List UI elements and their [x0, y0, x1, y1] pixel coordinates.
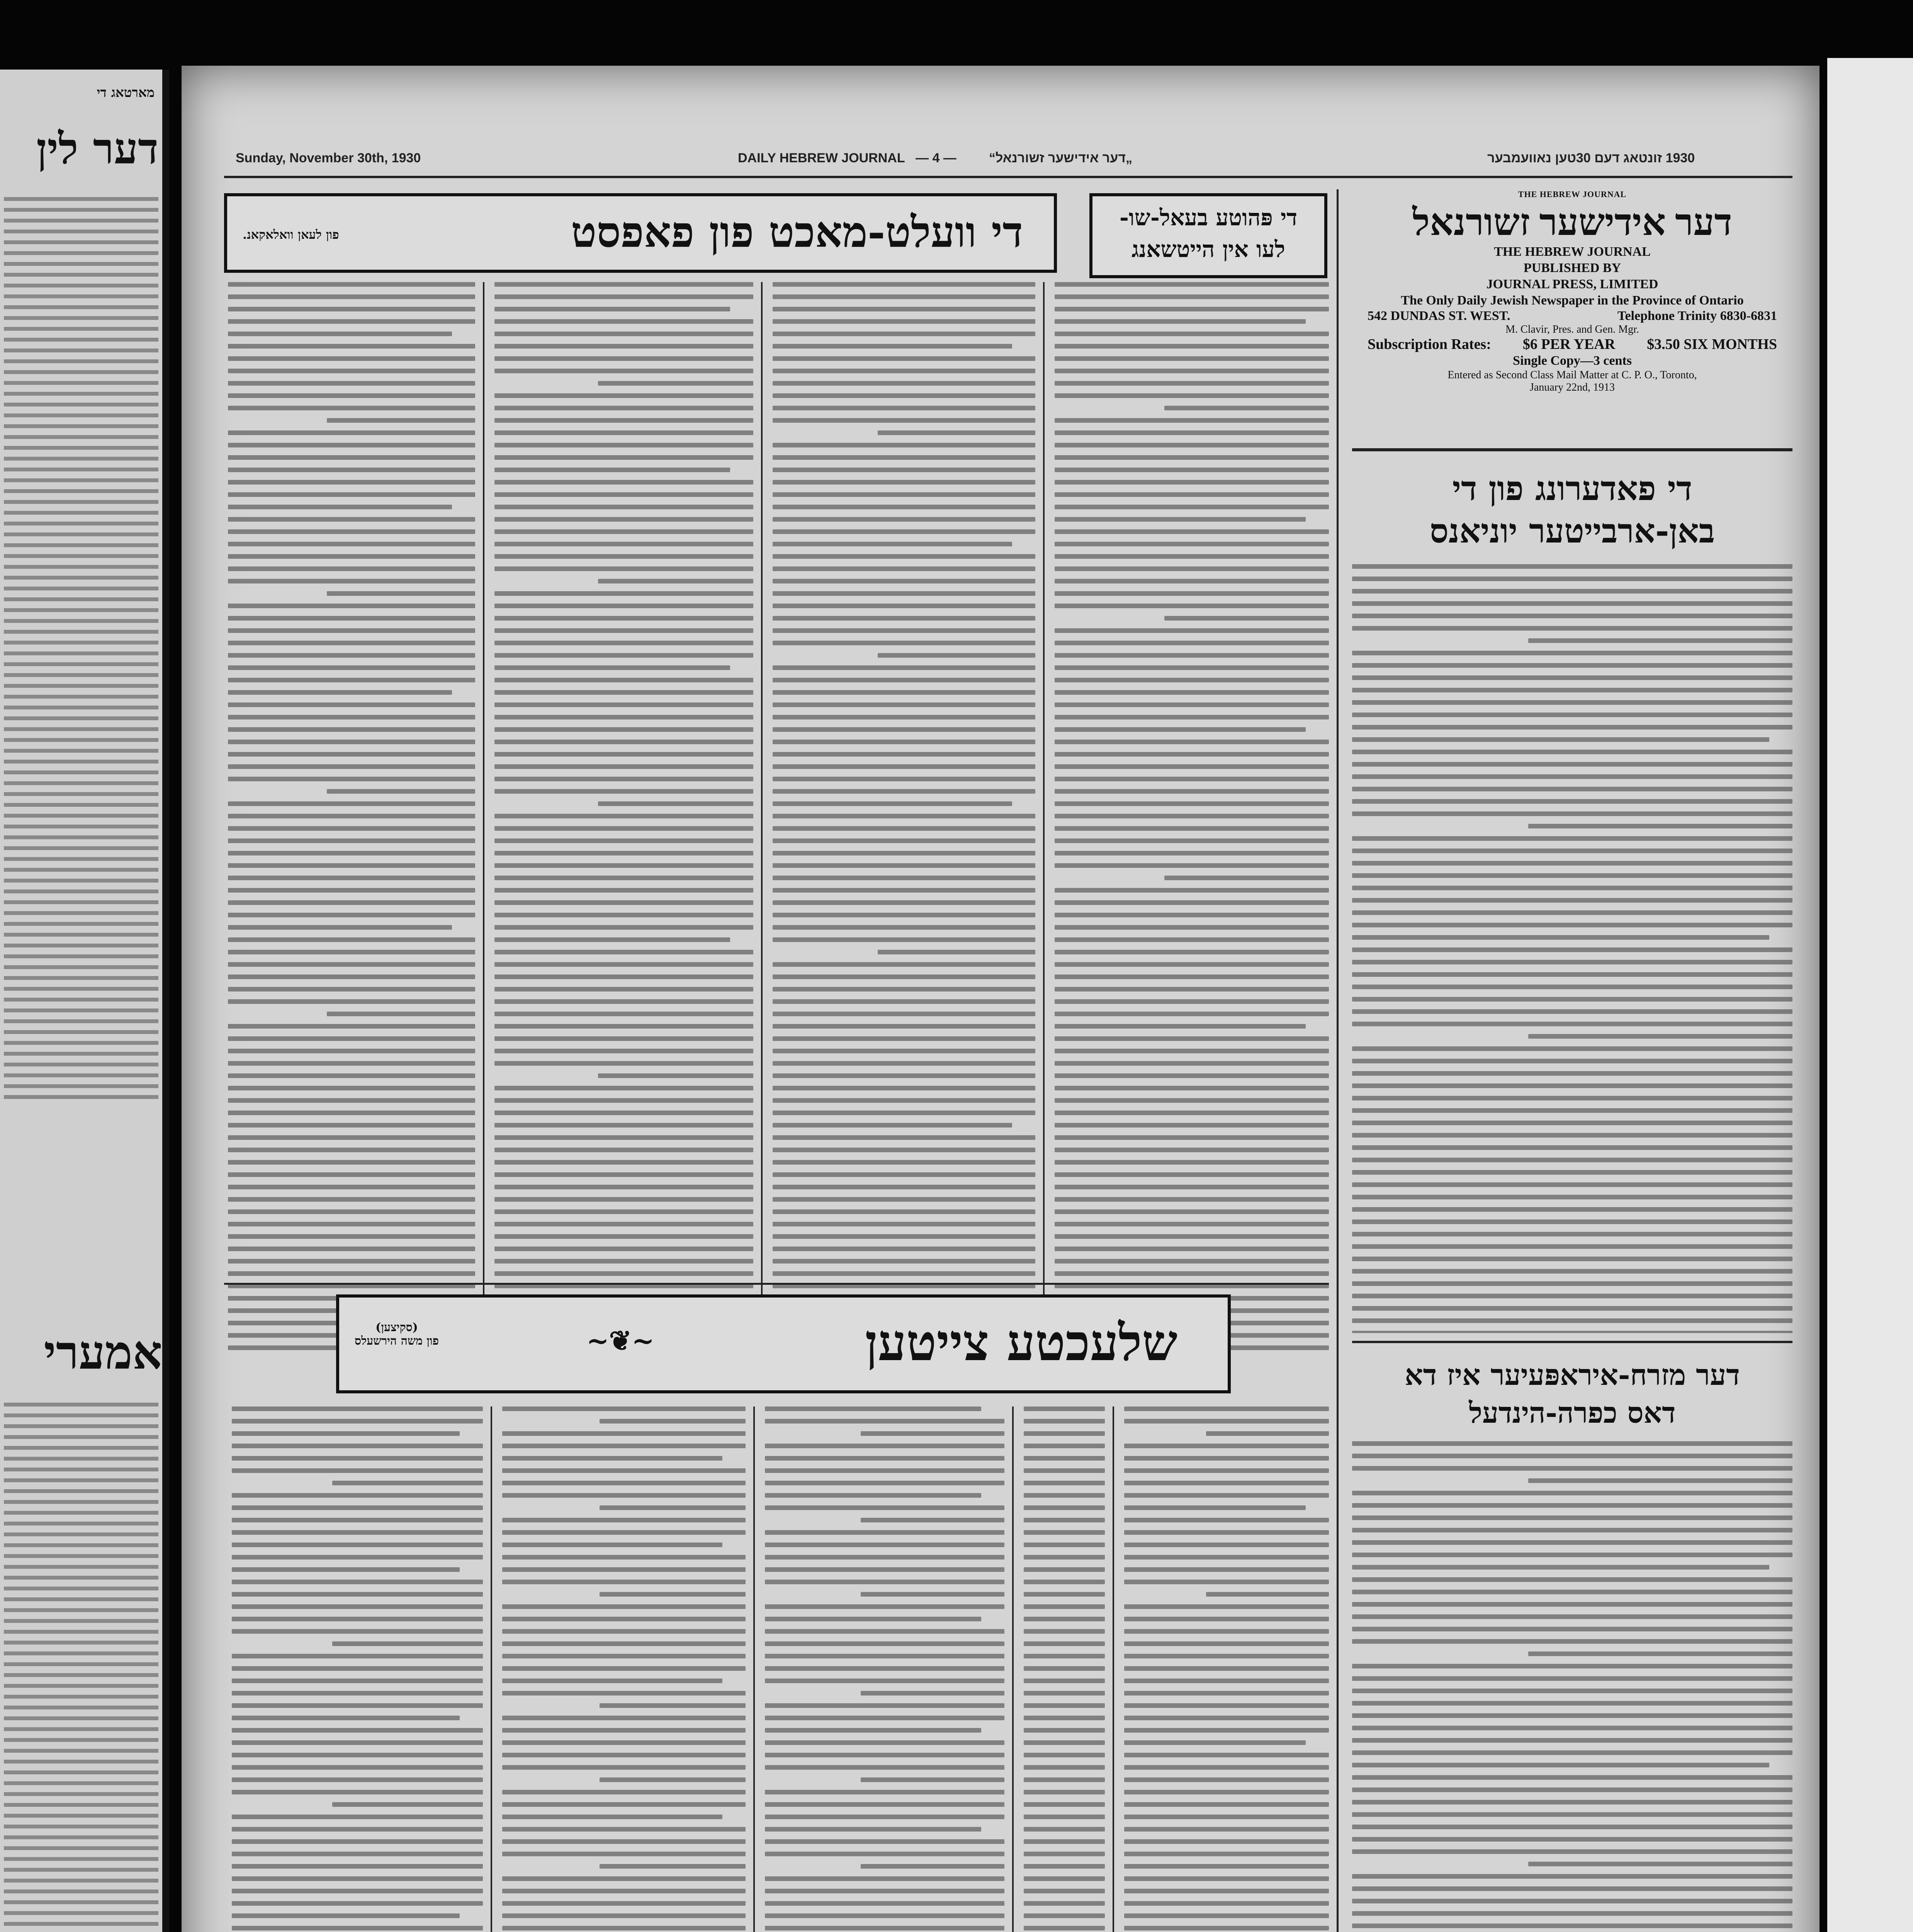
feature-title: שלעכטע צייטען — [865, 1313, 1177, 1372]
film-margin-right — [1827, 58, 1913, 1932]
column-rule — [1043, 282, 1045, 1356]
masthead-kicker: THE HEBREW JOURNAL — [1518, 189, 1627, 199]
previous-page-text-bottom — [4, 1403, 158, 1932]
boxed-title-line-2: לעו אין הייטשאנג — [1131, 236, 1285, 262]
section-rule — [224, 1283, 1329, 1285]
text-column — [228, 282, 475, 1356]
column-rule — [1113, 1406, 1114, 1932]
column-rule — [483, 282, 484, 1356]
column-rule — [1012, 1406, 1014, 1932]
feature-column-narrow — [1024, 1406, 1105, 1932]
feature-byline-block — [355, 1321, 439, 1348]
second-editorial-headline-line-2: דאס כפרה-הינדעל — [1469, 1396, 1676, 1430]
boxed-title — [1089, 193, 1327, 278]
masthead-subscription-row — [1352, 336, 1792, 353]
editorial-headline — [1352, 468, 1792, 553]
feature-column — [765, 1406, 1004, 1932]
previous-page-strip — [0, 70, 169, 1932]
masthead-published-by: PUBLISHED BY — [1523, 261, 1621, 275]
subscription-year: $6 PER YEAR — [1522, 336, 1616, 352]
text-column — [494, 282, 753, 1356]
header-date-yiddish: 1930 זונטאג דעם 30טען נאוועמבער — [1487, 151, 1695, 165]
newspaper-page — [182, 66, 1820, 1932]
masthead-title-english: THE HEBREW JOURNAL — [1494, 245, 1651, 259]
subscription-label: Subscription Rates: — [1368, 336, 1491, 352]
text-column — [1055, 282, 1329, 1356]
text-column — [773, 282, 1035, 1356]
header-rule — [224, 176, 1792, 178]
masthead-tagline: The Only Daily Jewish Newspaper in the Province of Ontario — [1401, 293, 1744, 308]
editorial-headline-line-1: די פאדערונג פון די — [1452, 469, 1692, 508]
masthead — [1352, 189, 1792, 460]
column-rule — [1337, 189, 1339, 1932]
feature-byline-tag: (סקיצען) — [375, 1321, 418, 1334]
previous-page-header: מארטאג די — [97, 85, 155, 100]
previous-page-title-1: דער לין — [36, 124, 158, 173]
masthead-entered: Entered as Second Class Mail Matter at C. P. O., Toronto, — [1447, 369, 1697, 381]
header-paper-yiddish: „דער אידישער זשורנאל“ — [989, 151, 1133, 165]
editorial-headline-line-2: באן-ארבייטער יוניאנס — [1429, 512, 1715, 551]
masthead-management: M. Clavir, Pres. and Gen. Mgr. — [1505, 323, 1639, 335]
top-article-title: די וועלט-מאכט פון פאפסט — [571, 207, 1023, 257]
second-editorial-body — [1352, 1441, 1792, 1932]
editorial-body — [1352, 564, 1792, 1333]
masthead-title-yiddish: דער אידישער זשורנאל — [1412, 202, 1732, 243]
subscription-six-months: $3.50 SIX MONTHS — [1647, 336, 1777, 352]
feature-column — [232, 1406, 483, 1932]
masthead-rule — [1352, 448, 1792, 451]
boxed-title-line-1: די פּהוטע בעאל-שו- — [1119, 204, 1298, 231]
second-editorial-headline-line-1: דער מזרח-איראפּעיער איז דא — [1405, 1359, 1740, 1392]
column-rule — [491, 1406, 492, 1932]
masthead-address: 542 DUNDAS ST. WEST. — [1368, 309, 1510, 323]
header-date-english: Sunday, November 30th, 1930 — [236, 151, 421, 165]
section-rule — [1352, 1341, 1792, 1343]
masthead-entered-date: January 22nd, 1913 — [1529, 381, 1615, 393]
previous-page-title-2: אמערי — [44, 1325, 162, 1380]
feature-title-box — [336, 1294, 1231, 1393]
previous-page-text-top — [4, 197, 158, 1106]
masthead-telephone: Telephone Trinity 6830-6831 — [1617, 309, 1777, 323]
column-rule — [761, 282, 763, 1356]
column-rule — [753, 1406, 755, 1932]
second-editorial-headline — [1352, 1356, 1792, 1432]
running-header — [228, 147, 1792, 174]
ornament-icon: ~❦~ — [586, 1325, 654, 1357]
masthead-single-copy: Single Copy—3 cents — [1513, 354, 1632, 368]
header-page-number: — 4 — — [916, 151, 956, 165]
masthead-publisher: JOURNAL PRESS, LIMITED — [1486, 277, 1658, 291]
top-article-byline: פון לעאן וואלאקאנ. — [243, 227, 339, 242]
side-column-top — [1124, 1406, 1329, 1932]
masthead-address-row — [1352, 309, 1792, 323]
header-paper-english: DAILY HEBREW JOURNAL — [738, 151, 905, 165]
top-article-title-box — [224, 193, 1057, 273]
feature-byline: פון משה הירשעלס — [355, 1334, 439, 1348]
feature-column — [502, 1406, 746, 1932]
